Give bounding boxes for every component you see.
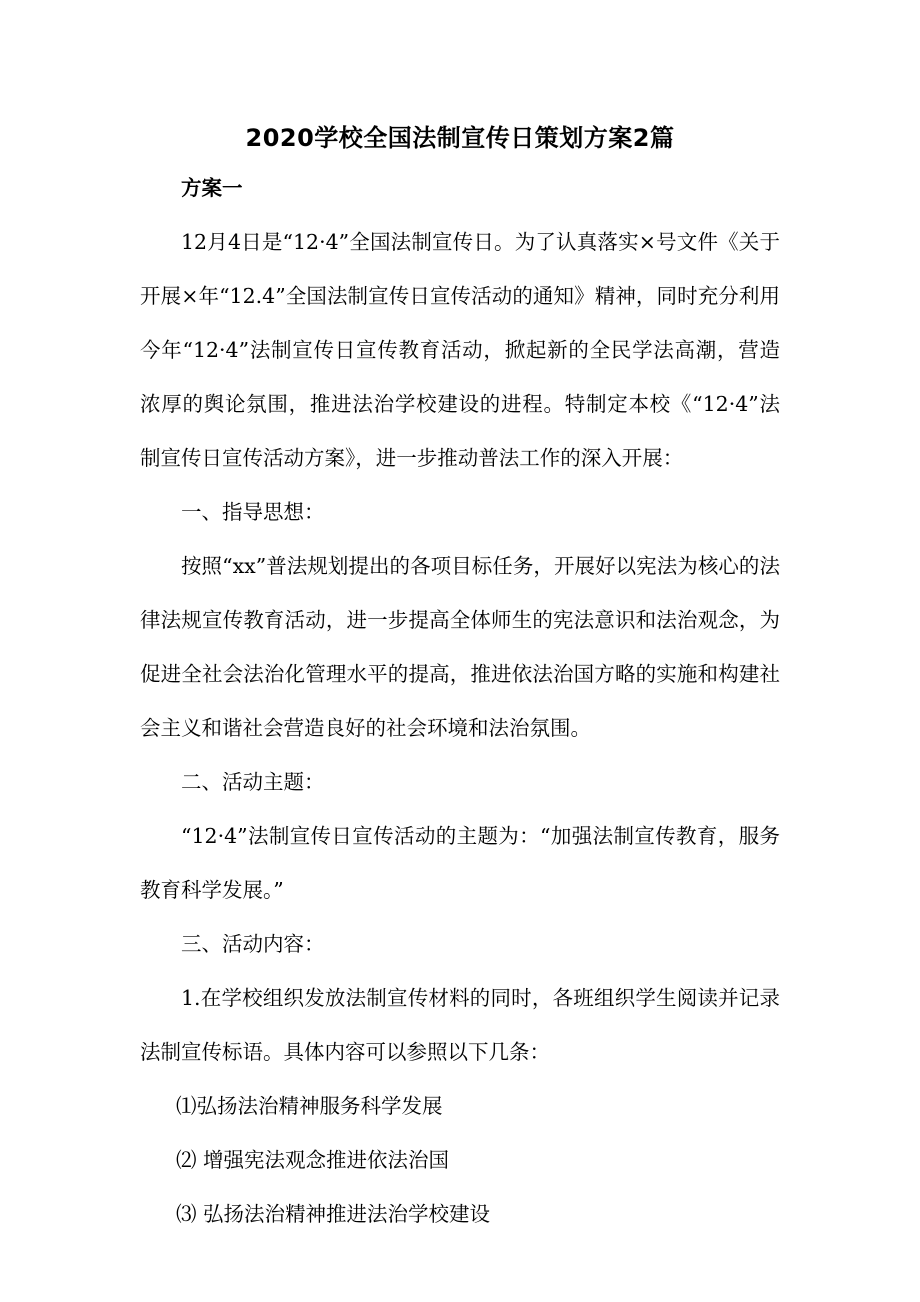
section-heading-guiding-thought: 一、指导思想： — [181, 500, 325, 524]
guiding-thought-paragraph: 按照“xx”普法规划提出的各项目标任务，开展好以宪法为核心的法律法规宣传教育活动，进一步提高全体师生的宪法意识和法治观念，为促进全社会法治化管理水平的提高，推进依法治国方略的实施和构建社会主义和谐社会营造良好的社会环境和法治氛围。 — [140, 554, 780, 740]
section-heading-activity-theme: 二、活动主题： — [181, 770, 325, 794]
document-body — [140, 161, 780, 1241]
section-heading-activity-content: 三、活动内容： — [181, 932, 325, 956]
activity-theme-paragraph: “12·4”法制宣传日宣传活动的主题为：“加强法制宣传教育，服务教育科学发展。” — [140, 824, 780, 902]
document-title: 2020学校全国法制宣传日策划方案2篇 — [245, 124, 675, 152]
slogan-list-item: ⑵ 增强宪法观念推进依法治国 — [176, 1148, 450, 1172]
slogan-list-item: ⑶ 弘扬法治精神推进法治学校建设 — [176, 1202, 491, 1226]
slogan-list-item: ⑴弘扬法治精神服务科学发展 — [176, 1094, 443, 1118]
section-heading-plan-one: 方案一 — [181, 176, 243, 200]
activity-content-paragraph: 1.在学校组织发放法制宣传材料的同时，各班组织学生阅读并记录法制宣传标语。具体内容可以参照以下几条： — [140, 986, 780, 1064]
intro-paragraph: 12月4日是“12·4”全国法制宣传日。为了认真落实×号文件《关于开展×年“12.4”全国法制宣传日宣传活动的通知》精神，同时充分利用今年“12·4”法制宣传日宣传教育活动，掀起新的全民学法高潮，营造浓厚的舆论氛围，推进法治学校建设的进程。特制定本校《“12·4”法制宣传日宣传活动方案》，进一步推动普法工作的深入开展： — [140, 230, 780, 470]
